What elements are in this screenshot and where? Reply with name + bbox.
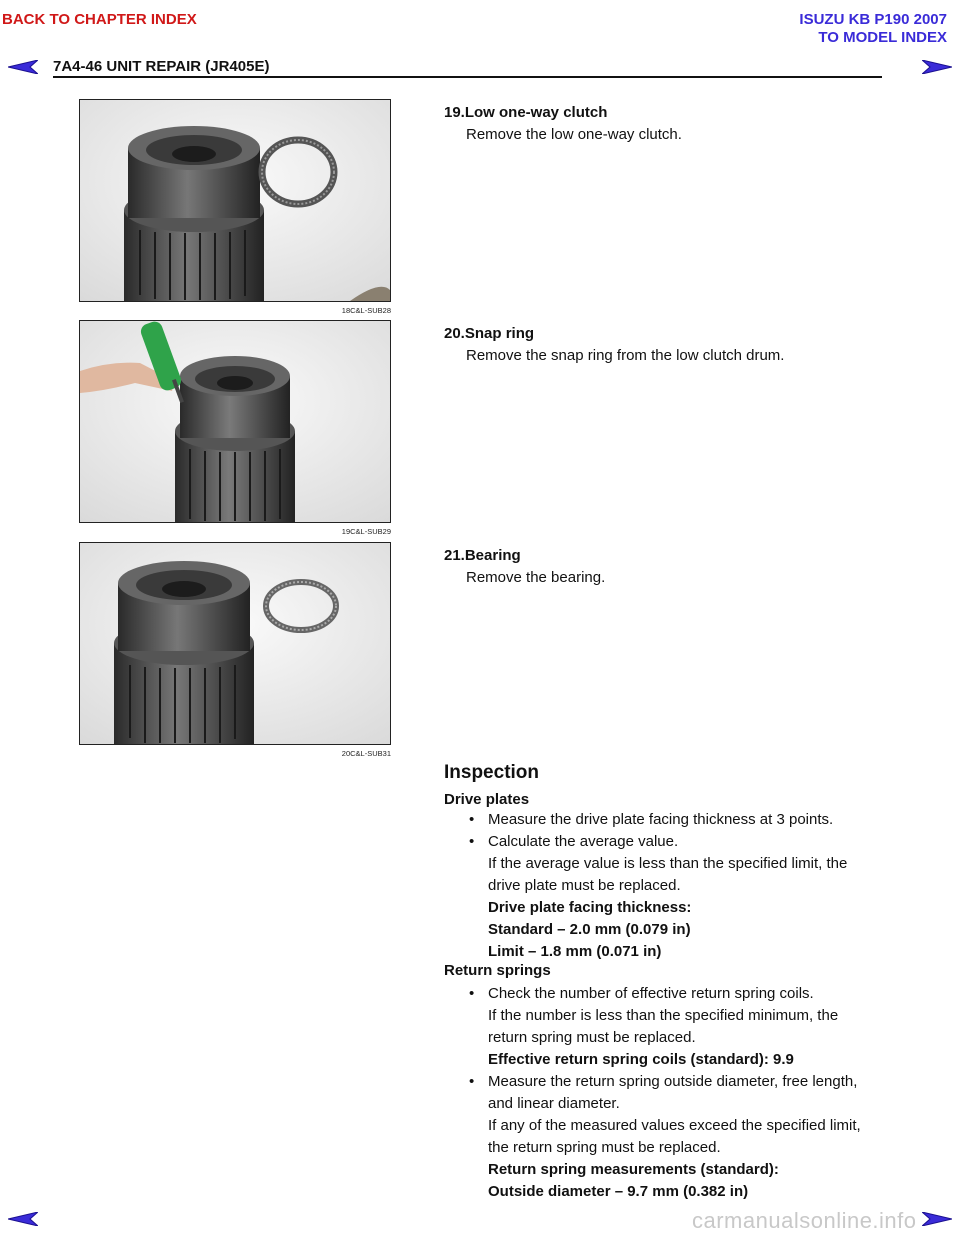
page-title: 7A4-46 UNIT REPAIR (JR405E) — [53, 58, 270, 75]
drive-plate-spec-limit: Limit – 1.8 mm (0.071 in) — [488, 943, 662, 960]
return-spring-outside-diameter: Outside diameter – 9.7 mm (0.382 in) — [488, 1183, 749, 1200]
return-springs-bullet-2-line-2: and linear diameter. — [488, 1095, 620, 1112]
inspection-title: Inspection — [444, 762, 540, 783]
bullet-icon: • — [469, 1073, 475, 1090]
drive-plates-para-line-1: If the average value is less than the specified limit, the — [488, 855, 848, 872]
step-20-title: 20.Snap ring — [444, 325, 535, 342]
step-21-title: 21.Bearing — [444, 547, 521, 564]
bullet-icon: • — [469, 833, 475, 850]
step-19-desc: Remove the low one-way clutch. — [466, 126, 682, 143]
next-page-arrow-icon[interactable] — [922, 60, 952, 74]
header-rule — [53, 76, 882, 78]
figure-caption-3: 20C&L-SUB31 — [341, 749, 391, 758]
return-springs-bullet-1: Check the number of effective return spring coils. — [488, 985, 814, 1002]
drive-plate-spec-title: Drive plate facing thickness: — [488, 899, 692, 916]
return-springs-para-2-line-1: If any of the measured values exceed the specified limit, — [488, 1117, 861, 1134]
return-springs-para-1-line-1: If the number is less than the specified minimum, the — [488, 1007, 839, 1024]
model-index-nav[interactable] — [799, 11, 947, 47]
return-spring-measurements-title: Return spring measurements (standard): — [488, 1161, 779, 1178]
step-19-title: 19.Low one-way clutch — [444, 104, 608, 121]
to-model-index-link[interactable]: TO MODEL INDEX — [818, 29, 947, 46]
drive-plates-bullet-1: Measure the drive plate facing thickness at 3 points. — [488, 811, 834, 828]
figure-bearing — [79, 542, 391, 745]
next-page-arrow-icon[interactable] — [922, 1212, 952, 1226]
drive-plates-bullet-2: Calculate the average value. — [488, 833, 679, 850]
drive-plates-para-line-2: drive plate must be replaced. — [488, 877, 681, 894]
return-springs-para-2-line-2: the return spring must be replaced. — [488, 1139, 721, 1156]
prev-page-arrow-icon[interactable] — [8, 1212, 38, 1226]
figure-snap-ring — [79, 320, 391, 523]
bullet-icon: • — [469, 811, 475, 828]
drive-plate-spec-standard: Standard – 2.0 mm (0.079 in) — [488, 921, 691, 938]
return-springs-title: Return springs — [444, 962, 551, 979]
step-21-desc: Remove the bearing. — [466, 569, 606, 586]
step-20-desc: Remove the snap ring from the low clutch drum. — [466, 347, 785, 364]
figure-caption-1: 18C&L-SUB28 — [341, 306, 391, 315]
watermark: carmanualsonline.info — [692, 1208, 917, 1233]
prev-page-arrow-icon[interactable] — [8, 60, 38, 74]
back-to-chapter-index-link[interactable]: BACK TO CHAPTER INDEX — [2, 11, 197, 28]
model-title-link[interactable]: ISUZU KB P190 2007 — [799, 11, 947, 28]
figure-low-one-way-clutch — [79, 99, 391, 302]
bullet-icon: • — [469, 985, 475, 1002]
drive-plates-title: Drive plates — [444, 791, 530, 808]
return-springs-para-1-line-2: return spring must be replaced. — [488, 1029, 696, 1046]
figure-caption-2: 19C&L-SUB29 — [341, 527, 391, 536]
return-spring-coils-spec: Effective return spring coils (standard): 9.9 — [488, 1051, 794, 1068]
return-springs-bullet-2-line-1: Measure the return spring outside diameter, free length, — [488, 1073, 858, 1090]
